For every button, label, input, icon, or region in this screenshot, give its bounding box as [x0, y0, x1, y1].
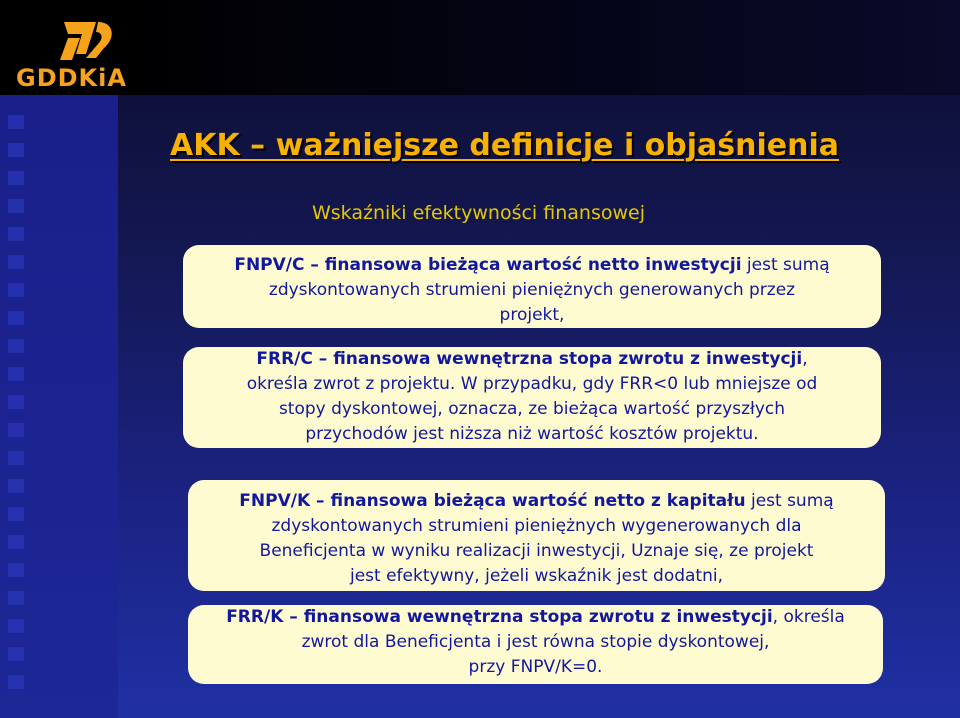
- definition-box-fnpv-k: [188, 480, 885, 591]
- definition-text: stopy dyskontowej, oznacza, ze bieżąca wartość przyszłych: [278, 399, 786, 419]
- definition-text: jest sumą: [741, 255, 830, 275]
- definition-text: jest sumą: [745, 491, 834, 511]
- slide-subtitle: Wskaźniki efektywności finansowej: [312, 202, 645, 224]
- definition-box-fnpv-c: [183, 245, 881, 328]
- definition-text: projekt,: [499, 305, 565, 325]
- definition-box-frr-k: [188, 605, 883, 684]
- definition-text: zdyskontowanych strumieni pieniężnych wygenerowanych dla: [271, 516, 802, 536]
- definition-term: FRR/K – finansowa wewnętrzna stopa zwrotu z inwestycji: [226, 607, 773, 627]
- decorative-squares: [0, 95, 40, 718]
- definition-text: , określa: [772, 607, 845, 627]
- slide-title: AKK – ważniejsze definicje i objaśnienia: [170, 128, 840, 163]
- definition-text: jest efektywny, jeżeli wskaźnik jest dodatni,: [349, 566, 723, 586]
- logo-text: GDDKiA: [16, 64, 127, 92]
- definition-box-frr-c: [183, 347, 881, 448]
- definition-text: Beneficjenta w wyniku realizacji inwestycji, Uznaje się, ze projekt: [259, 541, 814, 561]
- definition-text: przychodów jest niższa niż wartość kosztów projektu.: [305, 424, 759, 444]
- definition-term: FNPV/K – finansowa bieżąca wartość netto z kapitału: [239, 491, 746, 511]
- definition-term: FRR/C – finansowa wewnętrzna stopa zwrotu z inwestycji: [256, 349, 803, 369]
- definition-text: ,: [802, 349, 808, 369]
- definition-text: zwrot dla Beneficjenta i jest równa stopie dyskontowej,: [301, 632, 770, 652]
- definition-text: określa zwrot z projektu. W przypadku, gdy FRR<0 lub mniejsze od: [246, 374, 818, 394]
- definition-term: FNPV/C – finansowa bieżąca wartość netto inwestycji: [234, 255, 742, 275]
- definition-text: zdyskontowanych strumieni pieniężnych generowanych przez: [268, 280, 796, 300]
- definition-text: przy FNPV/K=0.: [468, 657, 603, 677]
